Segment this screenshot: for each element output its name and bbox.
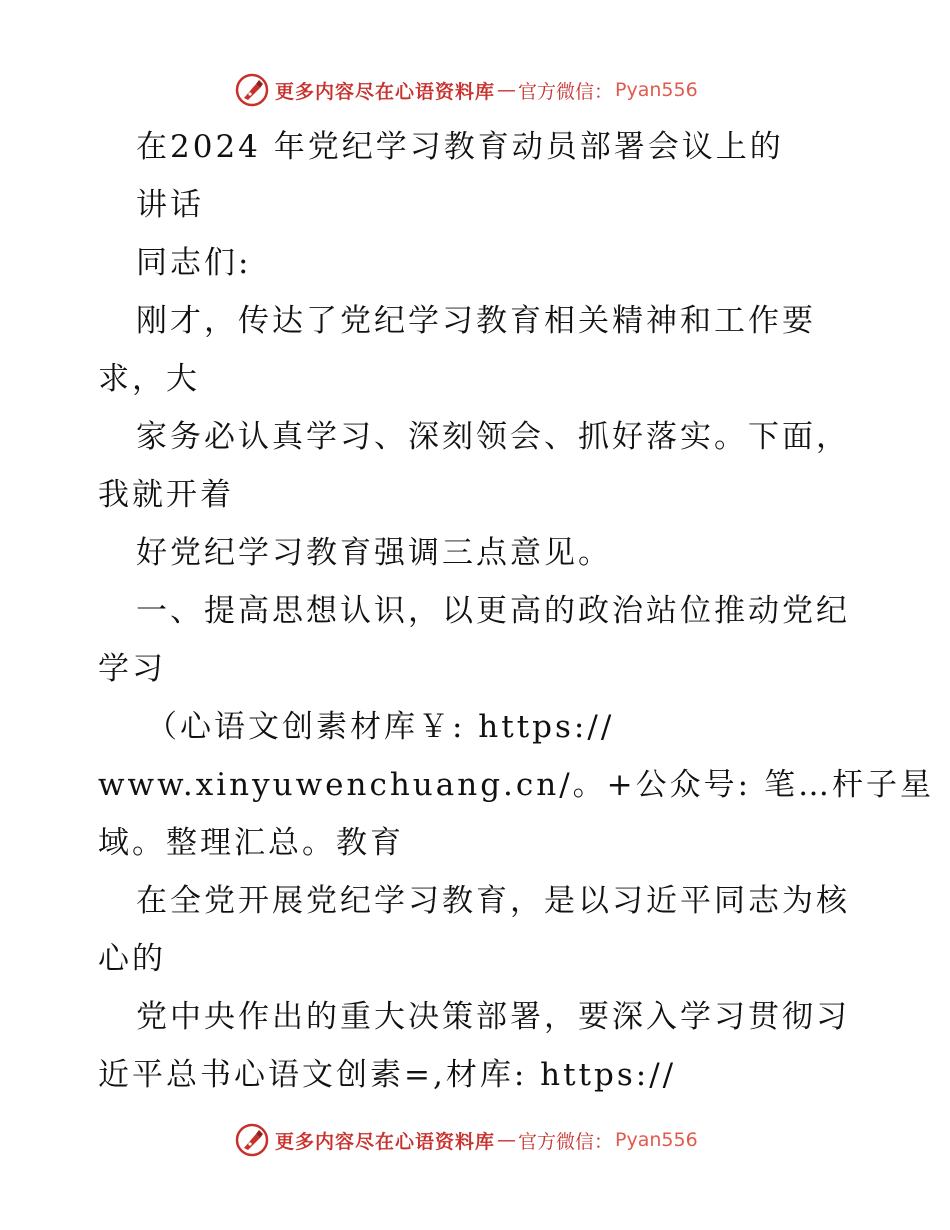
doc-paragraph-line: 求，大	[98, 361, 200, 397]
doc-paragraph-line: 好党纪学习教育强调三点意见。	[136, 535, 612, 571]
document-body	[98, 118, 934, 1104]
watermark-contact-label: 官方微信：	[518, 1130, 614, 1153]
watermark-contact-label: 官方微信：	[518, 80, 614, 103]
watermark-dash: —	[497, 1129, 517, 1151]
doc-section-heading-cont: 学习	[98, 651, 166, 687]
doc-paragraph-line: 党中央作出的重大决策部署，要深入学习贯彻习	[136, 999, 850, 1035]
doc-title-line-2: 讲话	[136, 187, 204, 223]
pen-nib-logo-icon	[235, 73, 269, 107]
doc-title-line-1: 在2024 年党纪学习教育动员部署会议上的	[136, 129, 784, 165]
doc-section-heading: 一、提高思想认识，以更高的政治站位推动党纪	[136, 593, 850, 629]
doc-paragraph-line: 我就开着	[98, 477, 234, 513]
watermark-brand: 更多内容尽在心语资料库	[275, 80, 496, 103]
doc-paragraph-line: 刚才，传达了党纪学习教育相关精神和工作要	[136, 303, 816, 339]
doc-paragraph-line: 心的	[98, 941, 166, 977]
doc-paragraph-line: www.xinyuwenchuang.cn/。+公众号: 笔…杆子星	[98, 767, 934, 803]
doc-salutation: 同志们:	[136, 245, 252, 281]
watermark-dash: —	[497, 79, 517, 101]
watermark-banner-bottom	[235, 1120, 698, 1160]
doc-paragraph-line: 在全党开展党纪学习教育，是以习近平同志为核	[136, 883, 850, 919]
doc-paragraph-line: 家务必认真学习、深刻领会、抓好落实。下面，	[136, 419, 850, 455]
doc-paragraph-line: （心语文创素材库￥: https://	[146, 709, 615, 745]
watermark-brand: 更多内容尽在心语资料库	[275, 1130, 496, 1153]
watermark-banner-top	[235, 70, 698, 110]
doc-paragraph-line: 域。整理汇总。教育	[98, 825, 404, 861]
pen-nib-logo-icon	[235, 1123, 269, 1157]
watermark-wechat-id: Pyan556	[615, 1129, 698, 1151]
watermark-wechat-id: Pyan556	[615, 79, 698, 101]
doc-paragraph-line: 近平总书心语文创素=,材库: https://	[98, 1057, 677, 1093]
